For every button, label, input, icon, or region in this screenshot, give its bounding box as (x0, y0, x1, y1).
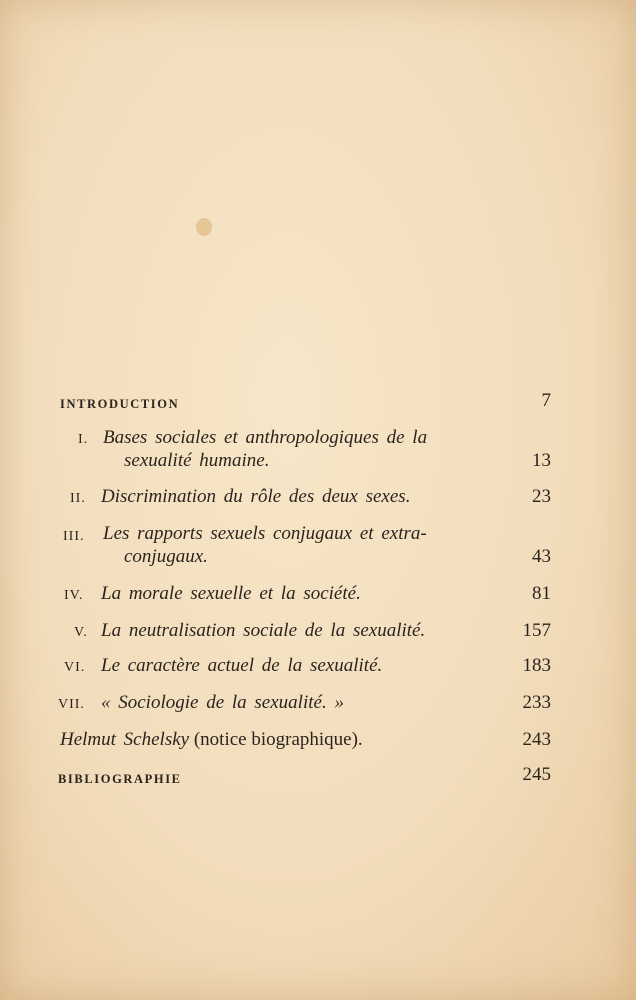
toc-chapter-2-numeral: II. (70, 491, 86, 506)
toc-chapter-5-numeral: V. (74, 625, 88, 640)
toc-chapter-7-page: 233 (522, 692, 551, 713)
toc-chapter-3-page: 43 (532, 546, 551, 567)
toc-biography-note: (notice biographique). (193, 729, 363, 750)
toc-chapter-1-title-line1: Bases sociales et anthropologiques de la (103, 427, 428, 448)
toc-chapter-3-title-line2: conjugaux. (124, 546, 208, 567)
toc-chapter-1-numeral: I. (78, 432, 89, 447)
toc-chapter-5-title: La neutralisation sociale de la sexualité. (101, 620, 426, 641)
toc-chapter-3-numeral: III. (63, 529, 85, 544)
toc-chapter-4-numeral: IV. (64, 588, 84, 603)
toc-chapter-4-page: 81 (532, 583, 551, 604)
toc-chapter-1-title-line2: sexualité humaine. (124, 450, 270, 471)
toc-bibliography-page: 245 (522, 764, 551, 785)
toc-bibliography-label: BIBLIOGRAPHIE (58, 772, 182, 786)
toc-biography-name: Helmut Schelsky (60, 729, 190, 750)
toc-chapter-2-title: Discrimination du rôle des deux sexes. (101, 486, 411, 507)
toc-chapter-3-title-line1: Les rapports sexuels conjugaux et extra- (103, 523, 427, 544)
toc-introduction-page: 7 (541, 390, 551, 411)
toc-chapter-7-numeral: VII. (58, 697, 85, 712)
toc-introduction-label: INTRODUCTION (60, 397, 180, 411)
toc-biography (60, 729, 363, 751)
toc-biography-page: 243 (522, 729, 551, 750)
toc-chapter-2-page: 23 (532, 486, 551, 507)
toc-chapter-6-numeral: VI. (64, 660, 86, 675)
toc-chapter-4-title: La morale sexuelle et la société. (101, 583, 361, 604)
toc-chapter-6-title: Le caractère actuel de la sexualité. (101, 655, 383, 676)
toc-chapter-1-page: 13 (532, 450, 551, 471)
toc-chapter-6-page: 183 (522, 655, 551, 676)
toc-chapter-7-title: « Sociologie de la sexualité. » (101, 692, 344, 713)
toc-chapter-5-page: 157 (522, 620, 551, 641)
